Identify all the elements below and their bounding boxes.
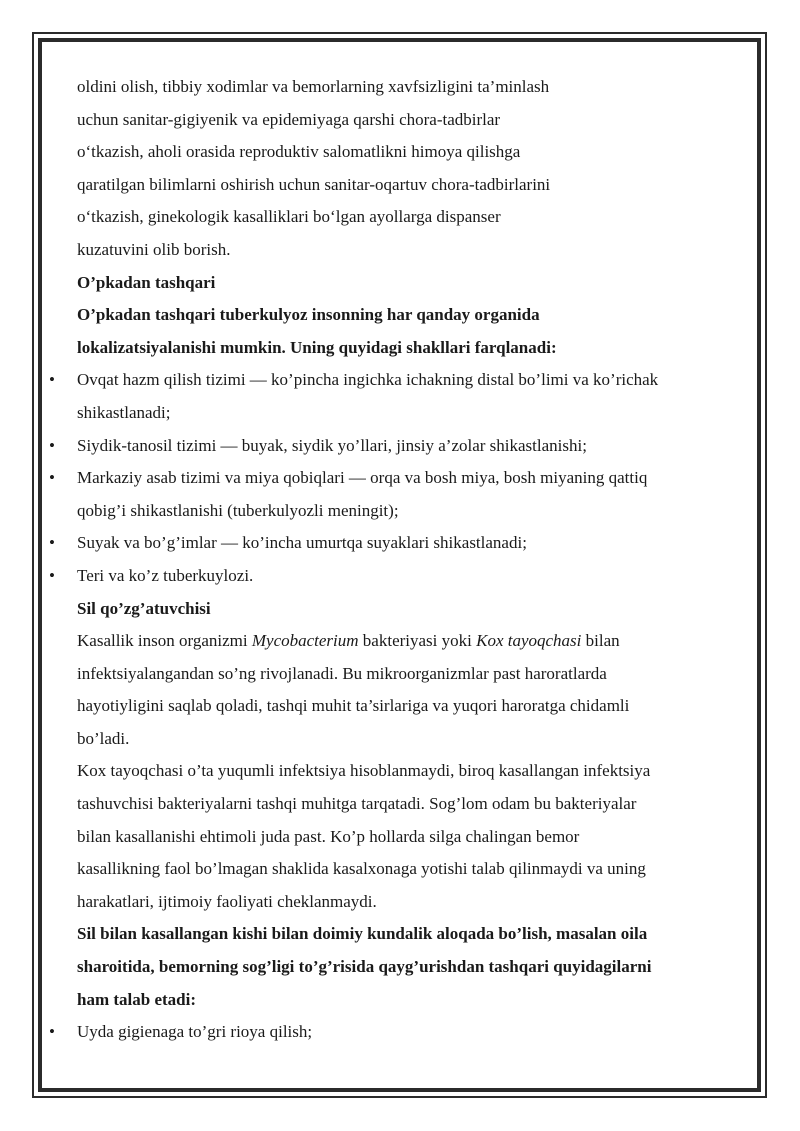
list-item-text: Markaziy asab tizimi va miya qobiqlari — orqa va bosh miya, bosh miyaning qattiq — [77, 468, 648, 488]
list-item — [49, 1016, 727, 1049]
bullet-icon: • — [49, 565, 55, 585]
section-heading: Sil qo’zg’atuvchisi — [77, 598, 211, 618]
paragraph-line: oldini olish, tibbiy xodimlar va bemorlarning xavfsizligini ta’minlash — [77, 77, 550, 96]
list-item-text: Teri va ko’z tuberkuylozi. — [77, 565, 254, 585]
document-body — [49, 71, 727, 1049]
list-item-text: Uyda gigienaga to’gri rioya qilish; — [77, 1022, 313, 1042]
bold-paragraph-line: sharoitida, bemorning sog’ligi to’g’risida qayg’urishdan tashqari quyidagilarni — [77, 957, 652, 977]
bullet-icon: • — [49, 435, 55, 455]
bold-paragraph-line: ham talab etadi: — [77, 989, 196, 1009]
bullet-icon: • — [49, 370, 55, 390]
text-run: bilan — [581, 631, 620, 651]
paragraph-line: kuzatuvini olib borish. — [77, 239, 231, 259]
paragraph-line — [77, 625, 727, 658]
list-item — [49, 430, 727, 463]
bold-paragraph-line: Sil bilan kasallangan kishi bilan doimiy kundalik aloqada bo’lish, masalan oila — [77, 924, 648, 944]
bullet-icon: • — [49, 533, 55, 553]
paragraph-line: kasallikning faol bo’lmagan shaklida kasalxonaga yotishi talab qilinmaydi va uning — [77, 859, 646, 879]
paragraph-line: o‘tkazish, ginekologik kasalliklari bo‘lgan ayollarga dispanser — [77, 207, 501, 227]
bullet-icon: • — [49, 468, 55, 488]
paragraph-line: o‘tkazish, aholi orasida reproduktiv salomatlikni himoya qilishga — [77, 142, 521, 162]
list-item-text-cont: qobig’i shikastlanishi (tuberkulyozli meningit); — [77, 500, 399, 520]
bullet-icon: • — [49, 1022, 55, 1042]
list-item — [49, 462, 727, 527]
list-item-text-cont: shikastlanadi; — [77, 402, 171, 422]
list-item-text: Suyak va bo’g’imlar — ko’incha umurtqa suyaklari shikastlanadi; — [77, 533, 527, 553]
section-heading: O’pkadan tashqari — [77, 272, 216, 292]
paragraph-line: bo’ladi. — [77, 728, 130, 748]
paragraph-line: hayotiyligini saqlab qoladi, tashqi muhit ta’sirlariga va yuqori haroratga chidamli — [77, 696, 630, 716]
list-item-text: Siydik-tanosil tizimi — buyak, siydik yo’llari, jinsiy a’zolar shikastlanishi; — [77, 435, 587, 455]
paragraph-line: infektsiyalangandan so’ng rivojlanadi. Bu mikroorganizmlar past haroratlarda — [77, 663, 607, 683]
list-item — [49, 560, 727, 593]
italic-term: Kox tayoqchasi — [476, 631, 582, 651]
italic-term: Mycobacterium — [251, 631, 359, 651]
section-intro-line: O’pkadan tashqari tuberkulyoz insonning har qanday organida — [77, 305, 540, 325]
paragraph-line: bilan kasallanishi ehtimoli juda past. Ko’p hollarda silga chalingan bemor — [77, 826, 580, 846]
list-item — [49, 364, 727, 429]
text-run: Kasallik inson organizmi — [77, 631, 252, 651]
section-intro-line: lokalizatsiyalanishi mumkin. Uning quyidagi shakllari farqlanadi: — [77, 337, 557, 357]
paragraph-line: tashuvchisi bakteriyalarni tashqi muhitga tarqatadi. Sog’lom odam bu bakteriyalar — [77, 794, 637, 814]
paragraph-line: Kox tayoqchasi o’ta yuqumli infektsiya hisoblanmaydi, biroq kasallangan infektsiya — [77, 761, 651, 781]
paragraph-line: harakatlari, ijtimoiy faoliyati cheklanmaydi. — [77, 891, 377, 911]
list-item-text: Ovqat hazm qilish tizimi — ko’pincha ingichka ichakning distal bo’limi va ko’richak — [77, 370, 659, 390]
list-item — [49, 527, 727, 560]
text-run: bakteriyasi yoki — [358, 631, 477, 651]
paragraph-line: qaratilgan bilimlarni oshirish uchun sanitar-oqartuv chora-tadbirlarini — [77, 174, 551, 194]
paragraph-line: uchun sanitar-gigiyenik va epidemiyaga qarshi chora-tadbirlar — [77, 109, 501, 129]
